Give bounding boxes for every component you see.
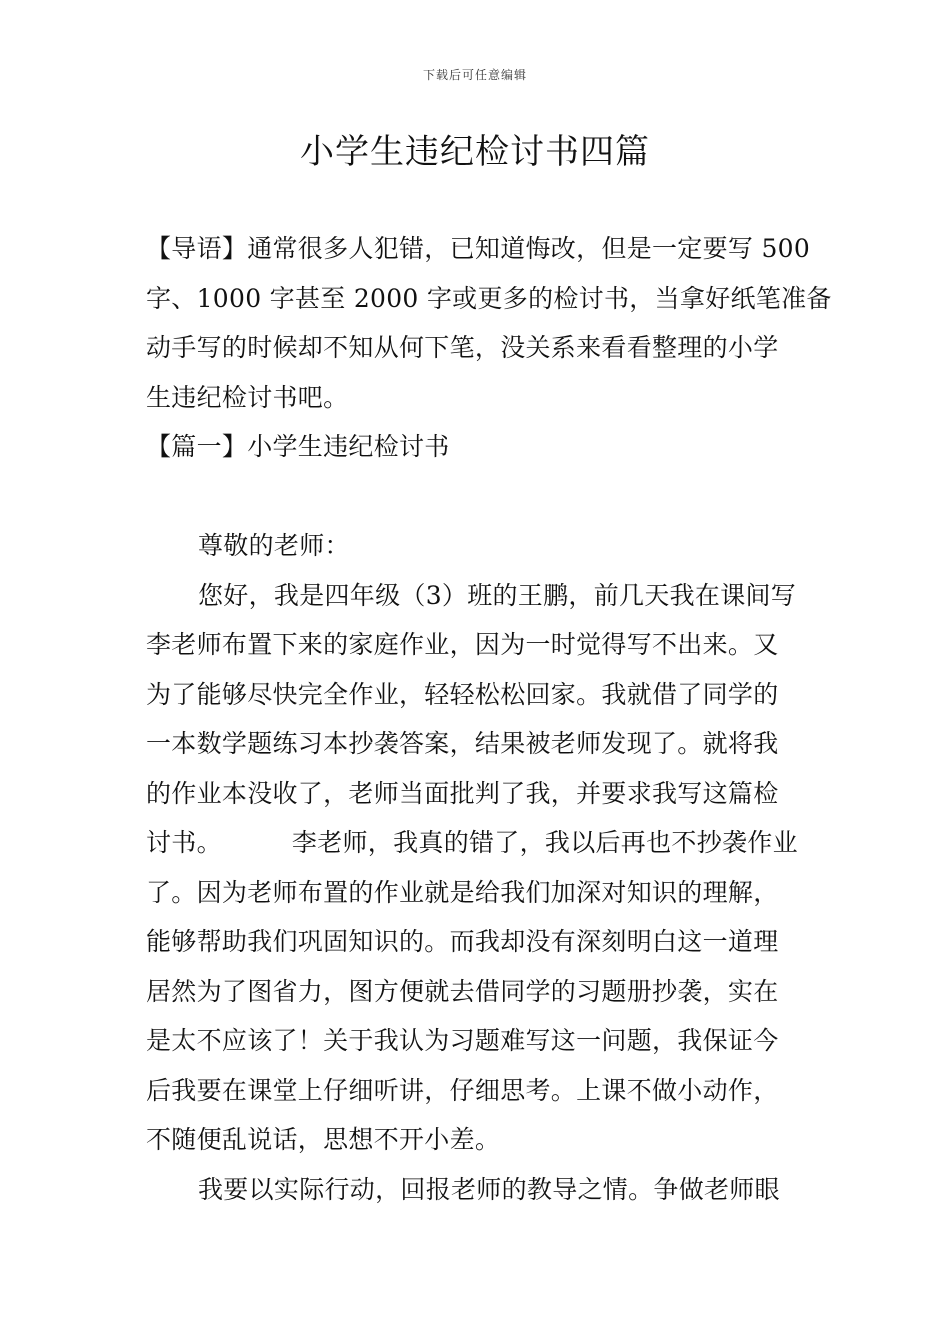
intro-line: 生违纪检讨书吧。: [146, 382, 349, 412]
document-body: [146, 224, 832, 1214]
paragraph-line: 我要以实际行动，回报老师的教导之情。争做老师眼: [198, 1174, 780, 1204]
paragraph-line: 了。因为老师布置的作业就是给我们加深对知识的理解，: [146, 877, 779, 907]
intro-line: 字、1000 字甚至 2000 字或更多的检讨书，当拿好纸笔准备: [146, 283, 832, 313]
paragraph-line: 能够帮助我们巩固知识的。而我却没有深刻明白这一道理: [146, 927, 779, 956]
paragraph-line: 一本数学题练习本抄袭答案，结果被老师发现了。就将我: [146, 729, 779, 758]
header-note: 下载后可任意编辑: [422, 68, 527, 82]
paragraph-line: 李老师布置下来的家庭作业，因为一时觉得写不出来。又: [146, 630, 779, 659]
salutation: 尊敬的老师：: [198, 531, 350, 560]
paragraph-line: 讨书。 李老师，我真的错了，我以后再也不抄袭作业: [146, 828, 798, 857]
paragraph-line: 居然为了图省力，图方便就去借同学的习题册抄袭，实在: [146, 976, 779, 1006]
letter-paragraph-2: [146, 1165, 808, 1215]
paragraph-line: 是太不应该了！关于我认为习题难写这一问题，我保证今: [146, 1026, 779, 1055]
letter-paragraph-1: [146, 571, 808, 1165]
intro-paragraph: [146, 224, 832, 422]
paragraph-line: 的作业本没收了，老师当面批判了我，并要求我写这篇检: [146, 778, 779, 808]
paragraph-line: 不随便乱说话，思想不开小差。: [146, 1125, 501, 1154]
intro-line: 动手写的时候却不知从何下笔，没关系来看看整理的小学: [146, 333, 779, 362]
paragraph-line: 为了能够尽快完全作业，轻轻松松回家。我就借了同学的: [146, 679, 779, 709]
blank-line: [146, 472, 808, 522]
section-heading: 【篇一】小学生违纪检讨书: [146, 432, 450, 461]
paragraph-line: 后我要在课堂上仔细听讲，仔细思考。上课不做小动作，: [146, 1075, 779, 1105]
paragraph-line: 您好，我是四年级（3）班的王鹏，前几天我在课间写: [198, 580, 797, 610]
intro-line: 【导语】通常很多人犯错，已知道悔改，但是一定要写 500: [146, 234, 811, 263]
document-title: 小学生违纪检讨书四篇: [300, 132, 650, 172]
